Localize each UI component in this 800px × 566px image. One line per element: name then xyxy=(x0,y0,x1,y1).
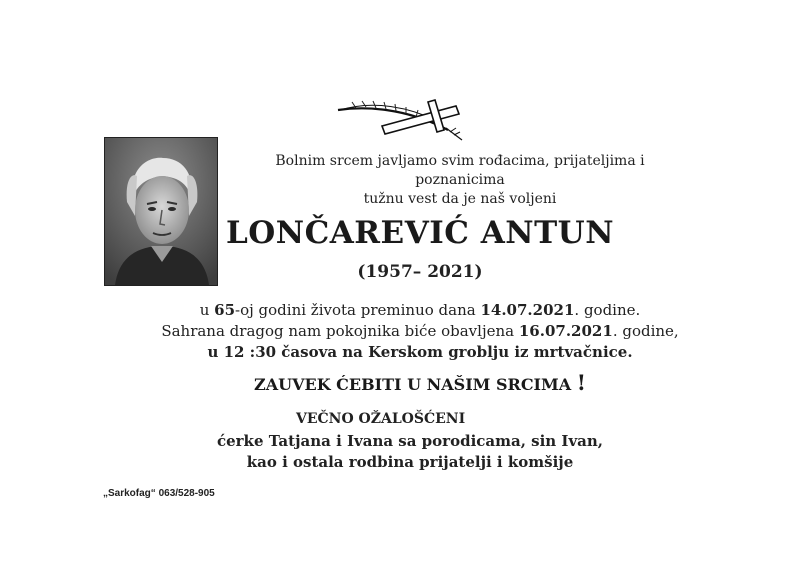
intro-line: tužnu vest da je naš voljeni xyxy=(363,191,557,207)
text-fragment: -oj godini života preminuo dana xyxy=(235,301,481,319)
motto-exclamation: ! xyxy=(576,370,586,395)
cross-with-palm-branch-icon xyxy=(336,98,468,142)
life-years: (1957– 2021) xyxy=(357,262,483,282)
funeral-info-line xyxy=(120,321,720,342)
memorial-motto xyxy=(220,370,620,395)
death-date: 14.07.2021 xyxy=(480,301,575,319)
time-place-text: u 12 :30 časova na Kerskom groblju iz mrtvačnice. xyxy=(207,343,633,361)
motto-text: ZAUVEK ĆEBITI U NAŠIM SRCIMA xyxy=(254,375,572,394)
text-fragment: Sahrana dragog nam pokojnika biće obavljena xyxy=(161,322,519,340)
death-info-line xyxy=(120,300,720,321)
publisher-contact: „Sarkofag“ 063/528-905 xyxy=(103,488,215,499)
text-fragment: u xyxy=(199,301,215,319)
funeral-date: 16.07.2021 xyxy=(518,322,613,340)
text-fragment: . godine, xyxy=(612,322,679,340)
funeral-time-place xyxy=(120,342,720,363)
mourners-list xyxy=(170,431,650,473)
portrait-photo xyxy=(104,137,218,286)
intro-line: Bolnim srcem javljamo svim rođacima, prijateljima i poznanicima xyxy=(275,153,645,188)
age: 65 xyxy=(214,301,236,319)
mourners-line: ćerke Tatjana i Ivana sa porodicama, sin Ivan, xyxy=(216,432,604,450)
funeral-details xyxy=(120,300,720,363)
deceased-name: LONČAREVIĆ ANTUN xyxy=(225,215,615,251)
text-fragment: . godine. xyxy=(574,301,641,319)
mourners-line: kao i ostala rodbina prijatelji i komšije xyxy=(246,453,574,471)
mourners-title: VEČNO OŽALOŠĆENI xyxy=(296,411,466,427)
announcement-intro xyxy=(240,152,680,209)
